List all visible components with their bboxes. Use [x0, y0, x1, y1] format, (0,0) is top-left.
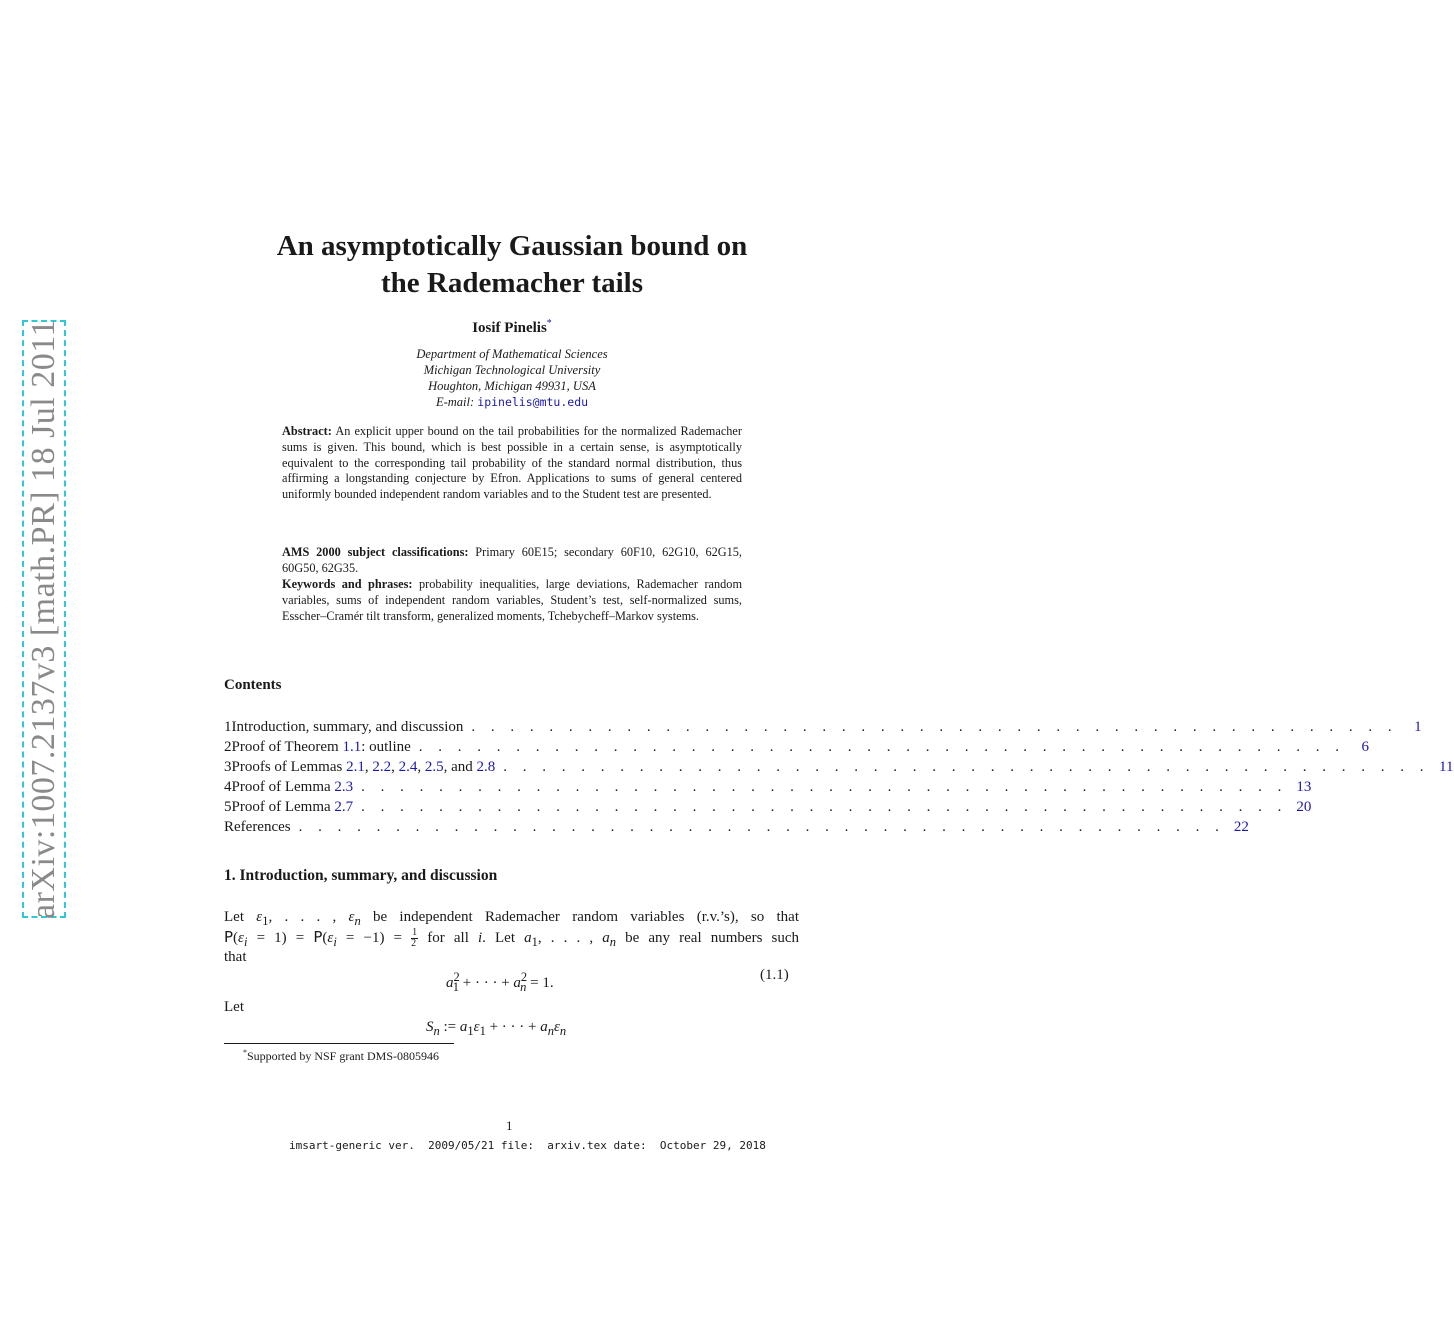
toc-label: Proof of Lemma 2.7 [231, 799, 354, 815]
contents-heading: Contents [224, 677, 282, 693]
email-link[interactable]: ipinelis@mtu.edu [477, 395, 589, 409]
footnote [243, 1048, 439, 1064]
abstract [282, 424, 742, 503]
ams-classifications [282, 545, 742, 577]
abstract-label: Abstract: [282, 424, 332, 438]
body-paragraph-line: $P(\varepsilon_i = 1) = P(\varepsilon_i = -1)$ = $\frac{1}{2}$ for all i. Let $a_1$, . . . , $a_n$ be any real numbers such [224, 927, 800, 950]
toc-label: Introduction, summary, and discussion [231, 719, 464, 735]
toc-entry[interactable] [224, 757, 1454, 777]
toc-page-link[interactable]: 11 [1439, 759, 1454, 775]
toc-leader-dots: . . . . . . . . . . . . . . . . . . . . . . . . . . . . . . . . . . . . . . . . . . . . . . . . [361, 779, 1288, 795]
toc-entry[interactable] [224, 777, 1312, 797]
arxiv-id-text: arXiv:1007.2137v3 [math.PR] 18 Jul 2011 [25, 319, 62, 919]
toc-number: 2 [224, 739, 232, 755]
toc-number: 4 [224, 779, 232, 795]
title-line-2: the Rademacher tails [380, 267, 644, 299]
section-heading: 1. Introduction, summary, and discussion [224, 867, 498, 884]
paper-title [200, 228, 824, 302]
toc-entry-references[interactable] [224, 817, 1249, 837]
footnote-mark: * [243, 1048, 247, 1057]
toc-leader-dots: . . . . . . . . . . . . . . . . . . . . . . . . . . . . . . . . . . . . . . . . . . . . . . . . [503, 759, 1430, 775]
toc-leader-dots: . . . . . . . . . . . . . . . . . . . . . . . . . . . . . . . . . . . . . . . . . . . . . . . . [298, 819, 1225, 835]
toc-label: Proofs of Lemmas 2.1, 2.2, 2.4, 2.5, and 2.8 [231, 759, 496, 775]
title-line-1: An asymptotically Gaussian bound on [276, 230, 748, 262]
toc-page-link[interactable]: 22 [1233, 819, 1249, 835]
body-paragraph: Let $\varepsilon_1$, . . . , $\varepsilon_n$ be independent Rademacher random variables (r.v.’s), so that [224, 909, 799, 928]
toc-number: 5 [224, 799, 232, 815]
toc-page-link[interactable]: 1 [1414, 719, 1422, 735]
lemma-ref-link[interactable]: 2.2 [372, 759, 392, 775]
footnote-text: Supported by NSF grant DMS-0805946 [247, 1049, 440, 1063]
equation-number: (1.1) [760, 967, 789, 983]
body-paragraph-line: Let [224, 999, 244, 1015]
equation-1-1: $a^2_1$ + · · · + $a^2_n = 1$. [446, 970, 554, 994]
equation-sn-definition: $S_n$ := $a_1\varepsilon_1$ + · · · + $a_n\varepsilon_n$ [426, 1019, 567, 1038]
toc-leader-dots: . . . . . . . . . . . . . . . . . . . . . . . . . . . . . . . . . . . . . . . . . . . . . . . . [418, 739, 1346, 755]
toc-page-link[interactable]: 13 [1296, 779, 1312, 795]
lemma-ref-link[interactable]: 2.3 [334, 779, 354, 795]
toc-number: 3 [224, 759, 232, 775]
arxiv-side-stamp [22, 320, 66, 918]
toc-leader-dots: . . . . . . . . . . . . . . . . . . . . . . . . . . . . . . . . . . . . . . . . . . . . . . . . [471, 719, 1398, 735]
author-name: Iosif Pinelis [472, 320, 547, 336]
affiliation-city: Houghton, Michigan 49931, USA [428, 379, 596, 393]
toc-label: Proof of Theorem 1.1: outline [231, 739, 411, 755]
affiliation-email-line [200, 395, 824, 410]
email-label: E-mail: [435, 395, 475, 409]
lemma-ref-link[interactable]: 2.1 [346, 759, 365, 775]
keywords [282, 577, 742, 624]
toc-label: References [224, 819, 291, 835]
toc-label: Proof of Lemma 2.3 [231, 779, 354, 795]
footnote-rule [224, 1043, 454, 1044]
toc-entry[interactable] [224, 737, 1370, 757]
lemma-ref-link[interactable]: 2.4 [398, 759, 418, 775]
running-footer: imsart-generic ver. 2009/05/21 file: arxiv.tex date: October 29, 2018 [289, 1139, 766, 1152]
author-footnote-mark[interactable]: * [546, 318, 552, 329]
keywords-label: Keywords and phrases: [282, 577, 413, 591]
abstract-text: An explicit upper bound on the tail probabilities for the normalized Rademacher sums is given. This bound, which is best possible in a certain sense, is asymptotically equivalent to the corresponding tail probability of the standard normal distribution, thus affirming a longstanding conjecture by Efron. Applications to sums of general centered uniformly bounded independent random variables and to the Student test are presented. [282, 424, 742, 502]
keywords-text: probability inequalities, large deviations, Rademacher random variables, sums of independent random variables, Student’s test, self-normalized sums, Esscher–Cramér tilt transform, generalized moments, Tchebycheff–Markov systems. [282, 577, 743, 623]
affiliation-university: Michigan Technological University [423, 363, 601, 377]
toc-entry[interactable] [224, 797, 1312, 817]
page-number: 1 [506, 1118, 513, 1133]
toc-page-link[interactable]: 6 [1361, 739, 1370, 755]
theorem-ref-link[interactable]: 1.1 [342, 739, 362, 755]
author [200, 318, 824, 337]
lemma-ref-link[interactable]: 2.7 [334, 799, 354, 815]
toc-page-link[interactable]: 20 [1296, 799, 1312, 815]
toc-leader-dots: . . . . . . . . . . . . . . . . . . . . . . . . . . . . . . . . . . . . . . . . . . . . . . . . [361, 799, 1288, 815]
ams-text: Primary 60E15; secondary 60F10, 62G10, 62G15, 60G50, 62G35. [282, 545, 742, 575]
body-paragraph-line: that [224, 949, 247, 965]
affiliation-dept: Department of Mathematical Sciences [416, 347, 608, 361]
lemma-ref-link[interactable]: 2.5 [424, 759, 444, 775]
toc-number: 1 [224, 719, 232, 735]
ams-label: AMS 2000 subject classifications: [282, 545, 469, 559]
toc-entry[interactable] [224, 717, 1422, 737]
lemma-ref-link[interactable]: 2.8 [476, 759, 496, 775]
